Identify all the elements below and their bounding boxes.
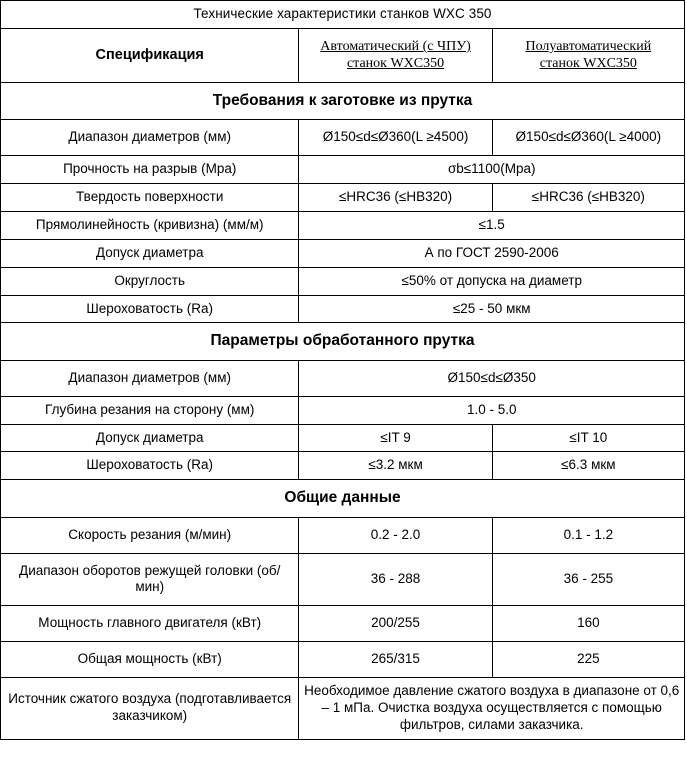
- automatic-machine-header-line1: Автоматический (с ЧПУ): [320, 38, 471, 54]
- table-row: [1, 211, 685, 239]
- table-row: [1, 239, 685, 267]
- row-value-automatic: 36 - 288: [299, 553, 492, 606]
- row-value-semiautomatic: ≤IT 10: [492, 424, 684, 452]
- table-row: [1, 295, 685, 323]
- page-title: Технические характеристики станков WXC 350: [1, 1, 685, 29]
- table-row: [1, 553, 685, 606]
- row-label: Допуск диаметра: [1, 424, 299, 452]
- row-value-merged: σb≤1100(Mpa): [299, 156, 685, 184]
- row-value-merged: ≤1.5: [299, 211, 685, 239]
- row-label: Прочность на разрыв (Mpa): [1, 156, 299, 184]
- title-row: [1, 1, 685, 29]
- row-value-semiautomatic: 36 - 255: [492, 553, 684, 606]
- column-header-row: [1, 28, 685, 82]
- row-label: Диапазон диаметров (мм): [1, 120, 299, 156]
- row-label: Округлость: [1, 267, 299, 295]
- row-value-automatic: ≤HRC36 (≤HB320): [299, 184, 492, 212]
- table-row: [1, 424, 685, 452]
- row-value-semiautomatic: ≤HRC36 (≤HB320): [492, 184, 684, 212]
- semiautomatic-machine-header-line1: Полуавтоматический: [525, 38, 652, 54]
- automatic-machine-column-header: [299, 28, 492, 82]
- spec-column-header: Спецификация: [1, 28, 299, 82]
- table-row: [1, 156, 685, 184]
- section-header-row: [1, 323, 685, 360]
- row-label: Допуск диаметра: [1, 239, 299, 267]
- row-value-merged: Ø150≤d≤Ø350: [299, 360, 685, 396]
- row-label: Диапазон оборотов режущей головки (об/мин): [1, 553, 299, 606]
- row-value-automatic: Ø150≤d≤Ø360(L ≥4500): [299, 120, 492, 156]
- table-row: [1, 360, 685, 396]
- semiautomatic-machine-header-line2: станок WXC350: [539, 56, 637, 72]
- table-row: [1, 642, 685, 678]
- section-title: Требования к заготовке из прутка: [1, 82, 685, 119]
- row-value-automatic: 265/315: [299, 642, 492, 678]
- row-value-merged: 1.0 - 5.0: [299, 396, 685, 424]
- row-value-semiautomatic: Ø150≤d≤Ø360(L ≥4000): [492, 120, 684, 156]
- semiautomatic-machine-column-header: [492, 28, 684, 82]
- row-label: Диапазон диаметров (мм): [1, 360, 299, 396]
- table-row: [1, 396, 685, 424]
- section-header-row: [1, 82, 685, 119]
- section-header-row: [1, 480, 685, 517]
- row-label: Глубина резания на сторону (мм): [1, 396, 299, 424]
- table-row: [1, 517, 685, 553]
- row-label: Твердость поверхности: [1, 184, 299, 212]
- table-row: [1, 120, 685, 156]
- row-value-automatic: ≤3.2 мкм: [299, 452, 492, 480]
- table-row: [1, 452, 685, 480]
- row-value-merged: А по ГОСТ 2590-2006: [299, 239, 685, 267]
- row-value-automatic: 200/255: [299, 606, 492, 642]
- row-value-merged: ≤50% от допуска на диаметр: [299, 267, 685, 295]
- section-title: Параметры обработанного прутка: [1, 323, 685, 360]
- automatic-machine-header-line2: станок WXC350: [346, 56, 445, 72]
- row-value-semiautomatic: 225: [492, 642, 684, 678]
- row-label: Шероховатость (Ra): [1, 452, 299, 480]
- table-row: [1, 678, 685, 740]
- row-value-merged: Необходимое давление сжатого воздуха в диапазоне от 0,6 – 1 мПа. Очистка воздуха осуществляется с помощью фильтров, силами заказчика.: [299, 678, 685, 740]
- row-label: Общая мощность (кВт): [1, 642, 299, 678]
- row-value-semiautomatic: ≤6.3 мкм: [492, 452, 684, 480]
- row-label: Скорость резания (м/мин): [1, 517, 299, 553]
- row-value-automatic: 0.2 - 2.0: [299, 517, 492, 553]
- row-value-automatic: ≤IT 9: [299, 424, 492, 452]
- table-row: [1, 606, 685, 642]
- row-label: Мощность главного двигателя (кВт): [1, 606, 299, 642]
- row-label: Источник сжатого воздуха (подготавливается заказчиком): [1, 678, 299, 740]
- row-value-merged: ≤25 - 50 мкм: [299, 295, 685, 323]
- table-row: [1, 184, 685, 212]
- table-row: [1, 267, 685, 295]
- row-label: Прямолинейность (кривизна) (мм/м): [1, 211, 299, 239]
- row-value-semiautomatic: 160: [492, 606, 684, 642]
- row-label: Шероховатость (Ra): [1, 295, 299, 323]
- row-value-semiautomatic: 0.1 - 1.2: [492, 517, 684, 553]
- section-title: Общие данные: [1, 480, 685, 517]
